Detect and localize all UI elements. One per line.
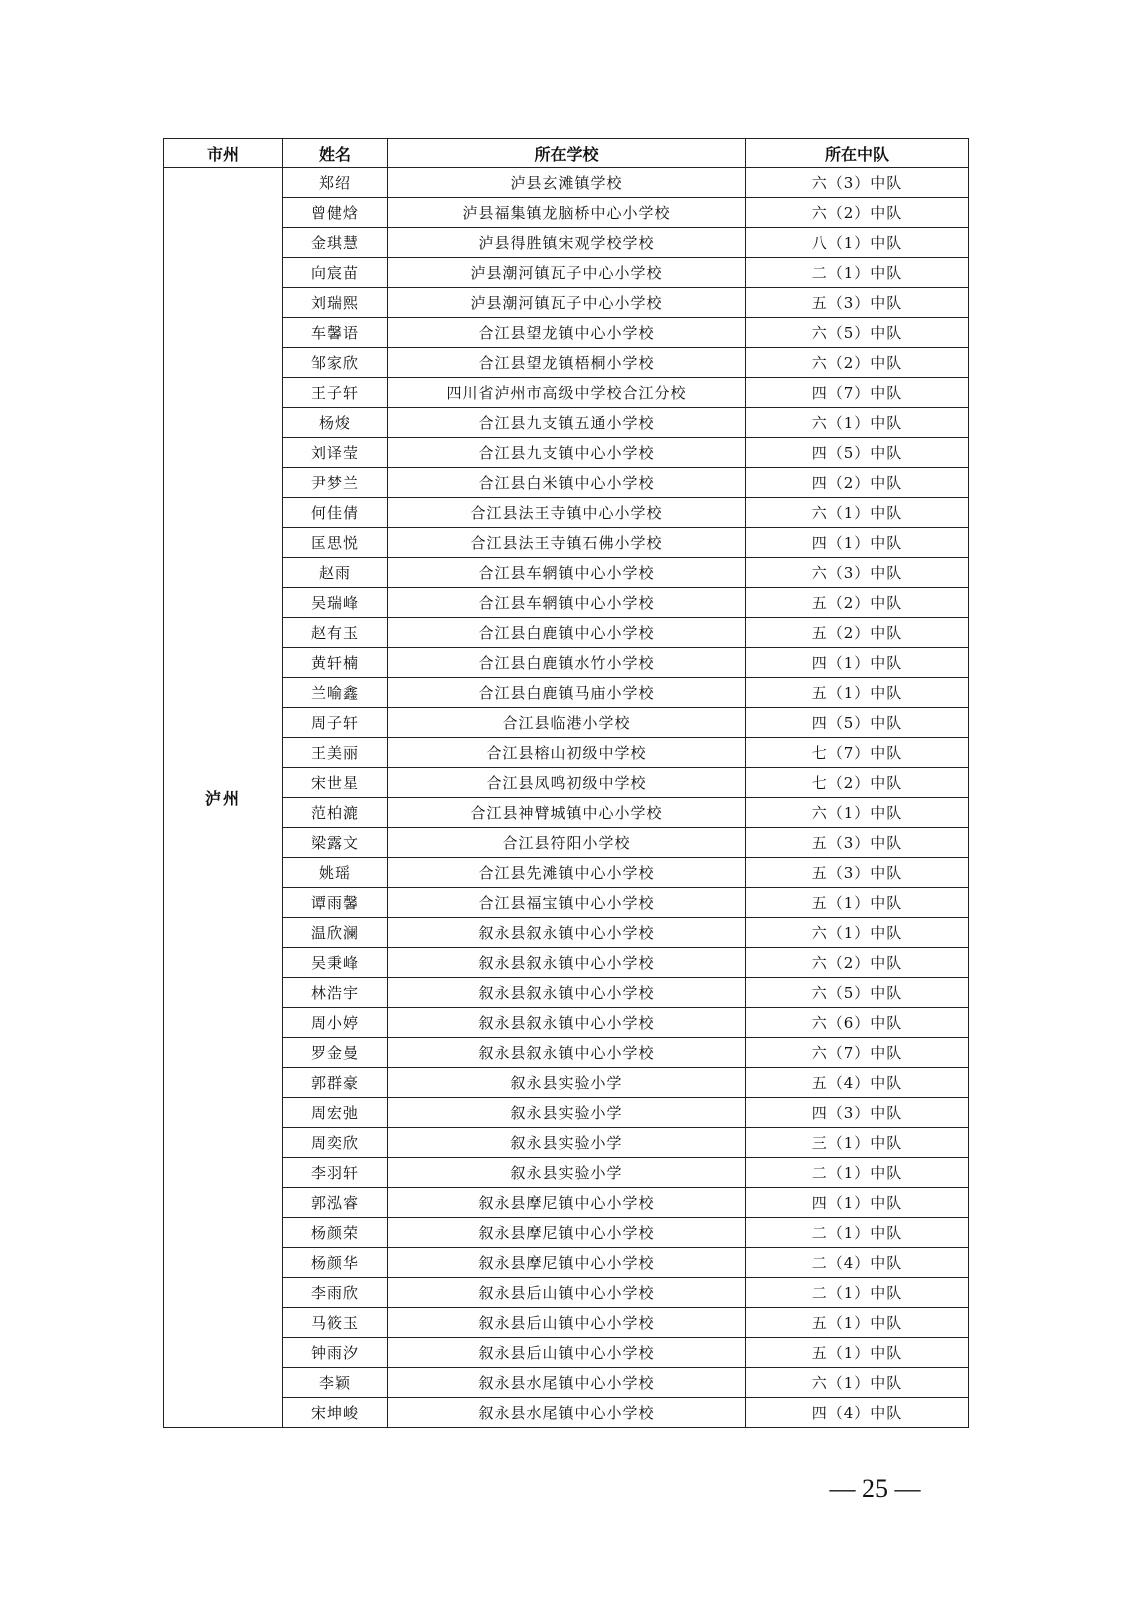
squad-cell: 六（5）中队 [746, 318, 969, 348]
table-row [164, 1278, 969, 1308]
squad-cell: 二（4）中队 [746, 1248, 969, 1278]
school-cell: 叙永县实验小学 [388, 1128, 746, 1158]
school-cell: 合江县望龙镇梧桐小学校 [388, 348, 746, 378]
school-cell: 合江县福宝镇中心小学校 [388, 888, 746, 918]
table-row [164, 918, 969, 948]
table-row [164, 1218, 969, 1248]
table-row [164, 228, 969, 258]
student-name-cell: 赵有玉 [283, 618, 388, 648]
table-row [164, 678, 969, 708]
squad-cell: 五（3）中队 [746, 828, 969, 858]
table-row [164, 738, 969, 768]
student-name-cell: 姚瑶 [283, 858, 388, 888]
squad-cell: 六（3）中队 [746, 168, 969, 198]
table-row [164, 378, 969, 408]
squad-cell: 六（1）中队 [746, 498, 969, 528]
squad-cell: 四（1）中队 [746, 528, 969, 558]
table-row [164, 258, 969, 288]
table-row [164, 1188, 969, 1218]
table-row [164, 708, 969, 738]
squad-cell: 四（2）中队 [746, 468, 969, 498]
squad-cell: 六（7）中队 [746, 1038, 969, 1068]
squad-cell: 七（2）中队 [746, 768, 969, 798]
student-name-cell: 赵雨 [283, 558, 388, 588]
squad-cell: 二（1）中队 [746, 1278, 969, 1308]
table-row [164, 888, 969, 918]
table-row [164, 468, 969, 498]
roster-table [163, 138, 969, 1428]
squad-cell: 五（2）中队 [746, 618, 969, 648]
school-cell: 合江县法王寺镇中心小学校 [388, 498, 746, 528]
student-name-cell: 李雨欣 [283, 1278, 388, 1308]
squad-cell: 六（1）中队 [746, 798, 969, 828]
student-name-cell: 郭泓睿 [283, 1188, 388, 1218]
student-name-cell: 周奕欣 [283, 1128, 388, 1158]
school-cell: 合江县符阳小学校 [388, 828, 746, 858]
student-name-cell: 邹家欣 [283, 348, 388, 378]
student-name-cell: 郑绍 [283, 168, 388, 198]
squad-cell: 四（3）中队 [746, 1098, 969, 1128]
squad-cell: 二（1）中队 [746, 1218, 969, 1248]
squad-cell: 四（1）中队 [746, 648, 969, 678]
squad-cell: 五（3）中队 [746, 288, 969, 318]
table-row [164, 1068, 969, 1098]
squad-cell: 六（2）中队 [746, 948, 969, 978]
squad-cell: 六（3）中队 [746, 558, 969, 588]
squad-cell: 四（5）中队 [746, 438, 969, 468]
student-name-cell: 李羽轩 [283, 1158, 388, 1188]
school-cell: 合江县法王寺镇石佛小学校 [388, 528, 746, 558]
school-cell: 合江县临港小学校 [388, 708, 746, 738]
squad-cell: 五（3）中队 [746, 858, 969, 888]
student-name-cell: 周小婷 [283, 1008, 388, 1038]
student-name-cell: 周子轩 [283, 708, 388, 738]
student-name-cell: 金琪慧 [283, 228, 388, 258]
header-row [164, 139, 969, 168]
table-row [164, 618, 969, 648]
school-cell: 泸县得胜镇宋观学校学校 [388, 228, 746, 258]
school-cell: 泸县潮河镇瓦子中心小学校 [388, 258, 746, 288]
school-cell: 合江县白鹿镇马庙小学校 [388, 678, 746, 708]
student-name-cell: 杨颜荣 [283, 1218, 388, 1248]
squad-cell: 七（7）中队 [746, 738, 969, 768]
student-name-cell: 王美丽 [283, 738, 388, 768]
squad-cell: 六（6）中队 [746, 1008, 969, 1038]
student-name-cell: 尹梦兰 [283, 468, 388, 498]
student-name-cell: 向宸苗 [283, 258, 388, 288]
squad-cell: 六（2）中队 [746, 198, 969, 228]
table-row [164, 948, 969, 978]
squad-cell: 三（1）中队 [746, 1128, 969, 1158]
student-name-cell: 刘译莹 [283, 438, 388, 468]
school-cell: 叙永县叙永镇中心小学校 [388, 1008, 746, 1038]
student-name-cell: 范柏漉 [283, 798, 388, 828]
table-row [164, 1338, 969, 1368]
table-row [164, 558, 969, 588]
table-row [164, 438, 969, 468]
table-row [164, 288, 969, 318]
table-row [164, 1038, 969, 1068]
student-name-cell: 温欣澜 [283, 918, 388, 948]
student-name-cell: 宋世星 [283, 768, 388, 798]
table-row [164, 1248, 969, 1278]
table-row [164, 1158, 969, 1188]
student-name-cell: 林浩宇 [283, 978, 388, 1008]
student-name-cell: 黄轩楠 [283, 648, 388, 678]
table-row [164, 1098, 969, 1128]
table-row [164, 588, 969, 618]
student-name-cell: 曾健焓 [283, 198, 388, 228]
table-row [164, 768, 969, 798]
table-row [164, 498, 969, 528]
student-name-cell: 匡思悦 [283, 528, 388, 558]
table-row [164, 168, 969, 198]
school-cell: 四川省泸州市高级中学校合江分校 [388, 378, 746, 408]
squad-cell: 五（1）中队 [746, 888, 969, 918]
table-row [164, 528, 969, 558]
student-name-cell: 马筱玉 [283, 1308, 388, 1338]
header-squad: 所在中队 [746, 139, 969, 168]
school-cell: 合江县车辋镇中心小学校 [388, 588, 746, 618]
school-cell: 叙永县实验小学 [388, 1068, 746, 1098]
table-row [164, 798, 969, 828]
student-name-cell: 何佳倩 [283, 498, 388, 528]
table-row [164, 858, 969, 888]
student-name-cell: 杨颜华 [283, 1248, 388, 1278]
squad-cell: 六（1）中队 [746, 408, 969, 438]
table-row [164, 978, 969, 1008]
student-name-cell: 李颖 [283, 1368, 388, 1398]
school-cell: 叙永县水尾镇中心小学校 [388, 1398, 746, 1428]
squad-cell: 五（1）中队 [746, 1308, 969, 1338]
squad-cell: 六（5）中队 [746, 978, 969, 1008]
school-cell: 泸县玄滩镇学校 [388, 168, 746, 198]
header-name: 姓名 [283, 139, 388, 168]
school-cell: 叙永县摩尼镇中心小学校 [388, 1218, 746, 1248]
school-cell: 叙永县后山镇中心小学校 [388, 1278, 746, 1308]
table-row [164, 648, 969, 678]
header-school: 所在学校 [388, 139, 746, 168]
school-cell: 合江县神臂城镇中心小学校 [388, 798, 746, 828]
student-name-cell: 王子轩 [283, 378, 388, 408]
school-cell: 合江县凤鸣初级中学校 [388, 768, 746, 798]
page-number: — 25 — [829, 1474, 921, 1503]
student-name-cell: 宋坤峻 [283, 1398, 388, 1428]
school-cell: 合江县九支镇中心小学校 [388, 438, 746, 468]
school-cell: 叙永县实验小学 [388, 1158, 746, 1188]
student-name-cell: 吴瑞峰 [283, 588, 388, 618]
student-name-cell: 钟雨汐 [283, 1338, 388, 1368]
squad-cell: 四（1）中队 [746, 1188, 969, 1218]
school-cell: 泸县潮河镇瓦子中心小学校 [388, 288, 746, 318]
school-cell: 合江县白米镇中心小学校 [388, 468, 746, 498]
school-cell: 叙永县摩尼镇中心小学校 [388, 1188, 746, 1218]
squad-cell: 二（1）中队 [746, 1158, 969, 1188]
school-cell: 叙永县水尾镇中心小学校 [388, 1368, 746, 1398]
student-name-cell: 车馨语 [283, 318, 388, 348]
squad-cell: 五（4）中队 [746, 1068, 969, 1098]
school-cell: 合江县车辋镇中心小学校 [388, 558, 746, 588]
school-cell: 叙永县后山镇中心小学校 [388, 1308, 746, 1338]
table-row [164, 828, 969, 858]
student-name-cell: 梁露文 [283, 828, 388, 858]
student-name-cell: 刘瑞熙 [283, 288, 388, 318]
school-cell: 叙永县叙永镇中心小学校 [388, 1038, 746, 1068]
squad-cell: 二（1）中队 [746, 258, 969, 288]
table-row [164, 1008, 969, 1038]
squad-cell: 六（1）中队 [746, 1368, 969, 1398]
student-name-cell: 罗金曼 [283, 1038, 388, 1068]
table-row [164, 408, 969, 438]
table-row [164, 348, 969, 378]
school-cell: 泸县福集镇龙脑桥中心小学校 [388, 198, 746, 228]
school-cell: 合江县白鹿镇水竹小学校 [388, 648, 746, 678]
school-cell: 叙永县叙永镇中心小学校 [388, 918, 746, 948]
student-name-cell: 兰喻鑫 [283, 678, 388, 708]
school-cell: 叙永县叙永镇中心小学校 [388, 948, 746, 978]
student-name-cell: 郭群豪 [283, 1068, 388, 1098]
squad-cell: 六（2）中队 [746, 348, 969, 378]
student-name-cell: 杨焌 [283, 408, 388, 438]
table-row [164, 1308, 969, 1338]
school-cell: 叙永县叙永镇中心小学校 [388, 978, 746, 1008]
school-cell: 合江县望龙镇中心小学校 [388, 318, 746, 348]
table-row [164, 198, 969, 228]
table-row [164, 1398, 969, 1428]
school-cell: 叙永县摩尼镇中心小学校 [388, 1248, 746, 1278]
school-cell: 合江县九支镇五通小学校 [388, 408, 746, 438]
school-cell: 合江县白鹿镇中心小学校 [388, 618, 746, 648]
school-cell: 叙永县实验小学 [388, 1098, 746, 1128]
table-row [164, 1368, 969, 1398]
student-name-cell: 周宏弛 [283, 1098, 388, 1128]
student-name-cell: 吴秉峰 [283, 948, 388, 978]
school-cell: 合江县榕山初级中学校 [388, 738, 746, 768]
school-cell: 合江县先滩镇中心小学校 [388, 858, 746, 888]
squad-cell: 五（1）中队 [746, 678, 969, 708]
squad-cell: 四（5）中队 [746, 708, 969, 738]
table-row [164, 318, 969, 348]
school-cell: 叙永县后山镇中心小学校 [388, 1338, 746, 1368]
squad-cell: 八（1）中队 [746, 228, 969, 258]
city-cell: 泸州 [164, 168, 283, 1428]
table-row [164, 1128, 969, 1158]
squad-cell: 四（7）中队 [746, 378, 969, 408]
squad-cell: 六（1）中队 [746, 918, 969, 948]
squad-cell: 五（2）中队 [746, 588, 969, 618]
header-city: 市州 [164, 139, 283, 168]
student-name-cell: 谭雨馨 [283, 888, 388, 918]
squad-cell: 五（1）中队 [746, 1338, 969, 1368]
squad-cell: 四（4）中队 [746, 1398, 969, 1428]
